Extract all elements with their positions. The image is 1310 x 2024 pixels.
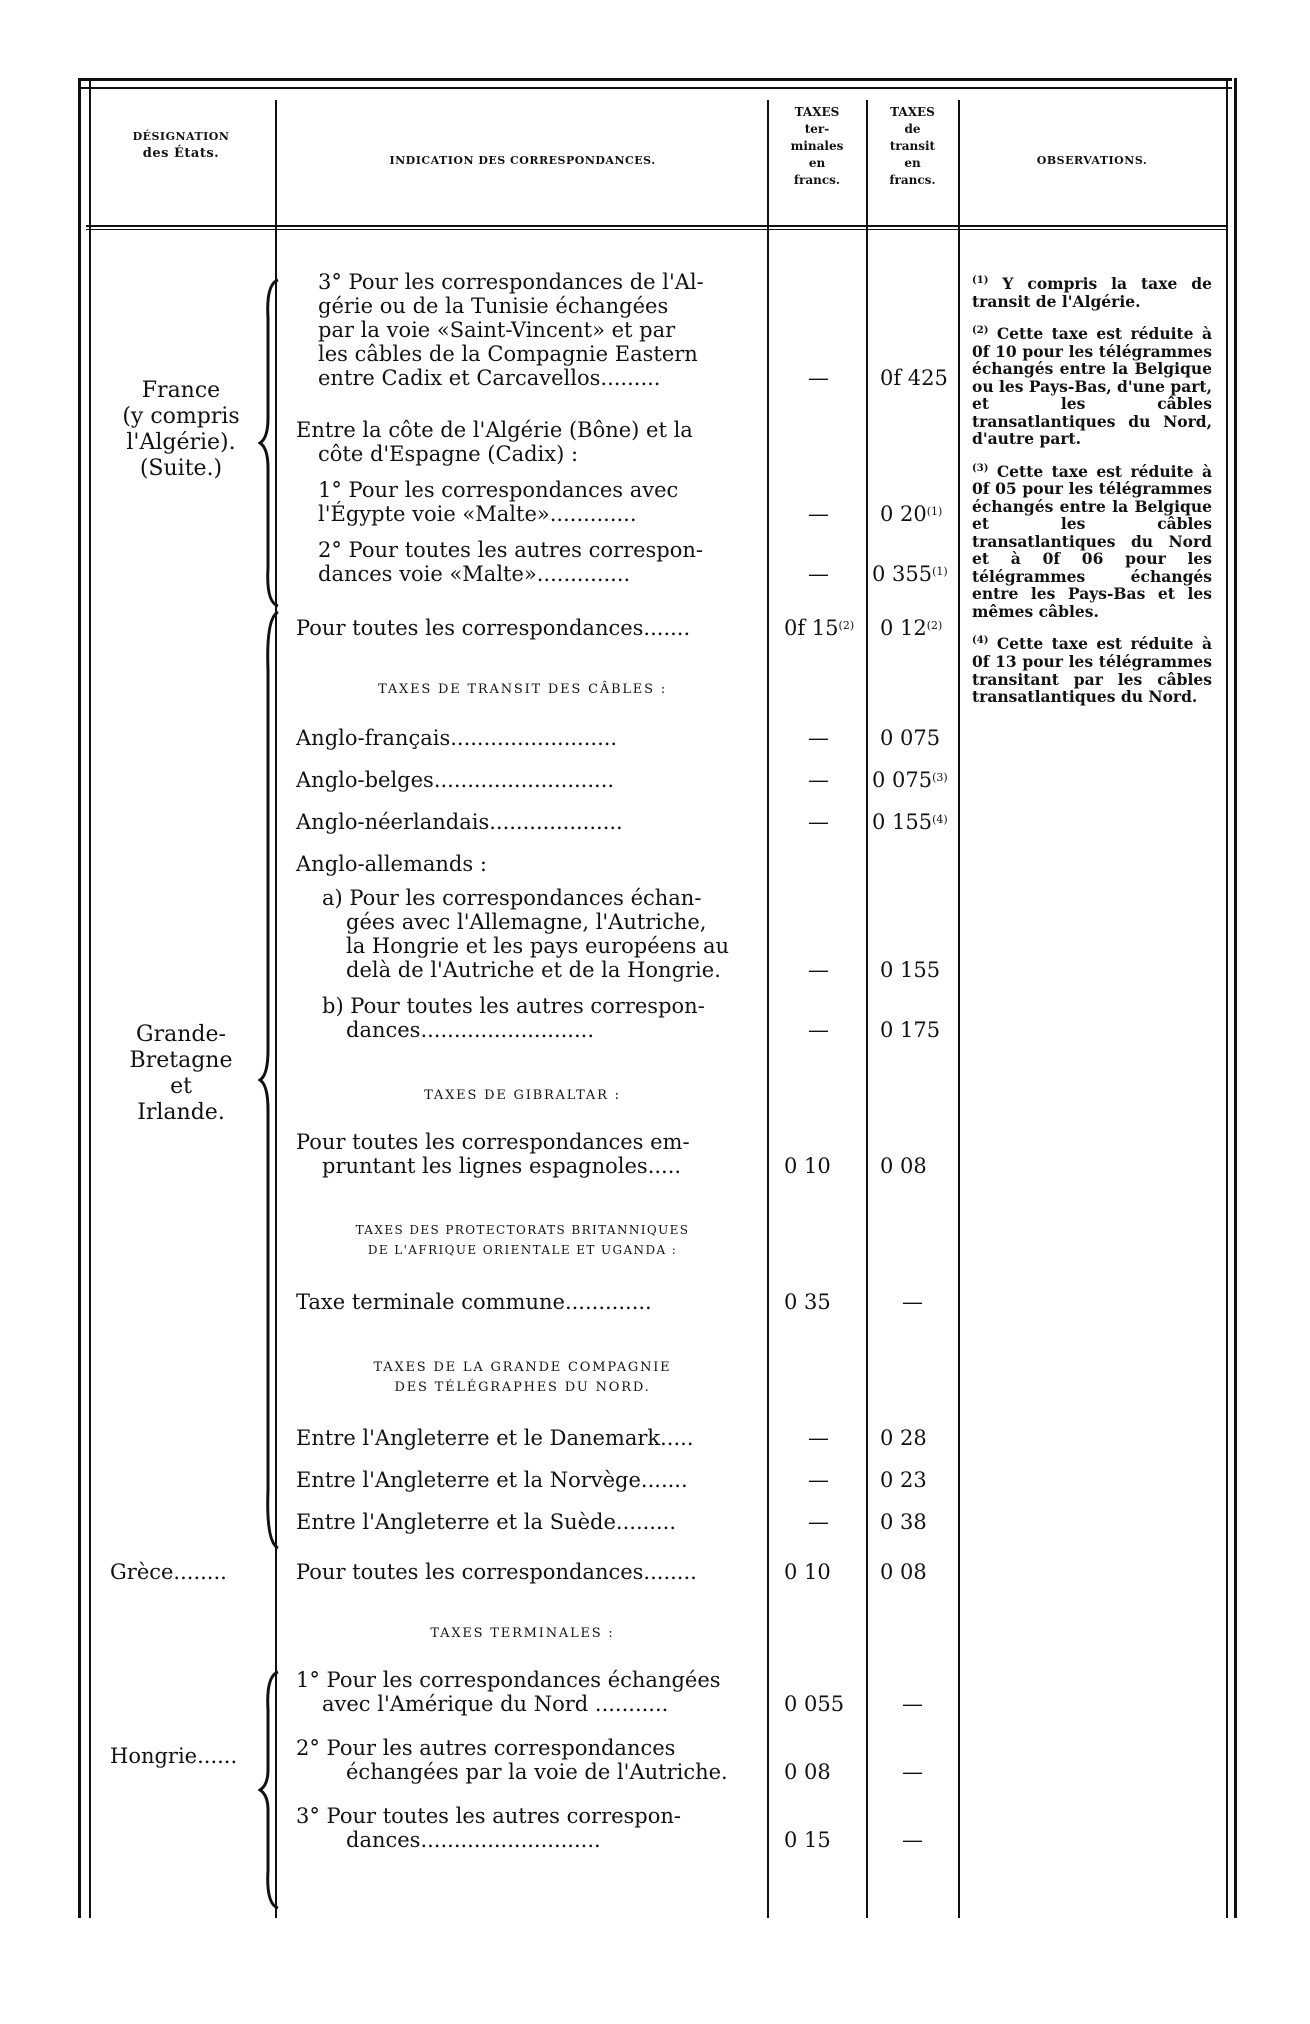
header-rule-thin — [86, 229, 1226, 230]
row5-transit-note: (2) — [926, 619, 943, 632]
section-transit-cables: TAXES DE TRANSIT DES CÂBLES : — [378, 682, 667, 697]
row5-text: Pour toutes les correspondances....... — [296, 616, 691, 640]
row6-transit: 0 075 — [880, 726, 941, 750]
section-taxes-terminales: TAXES TERMINALES : — [430, 1626, 615, 1641]
header-terminal-line2: ter- — [804, 122, 830, 136]
row1-terminal: — — [808, 366, 829, 390]
row19-transit: — — [902, 1760, 923, 1784]
header-terminal-taxes — [769, 104, 865, 189]
row10-terminal: — — [808, 958, 829, 982]
row7-transit — [872, 768, 948, 792]
column-divider-terminal — [767, 100, 769, 1918]
state-gb-line2: Bretagne — [129, 1048, 233, 1073]
row11-transit: 0 175 — [880, 1018, 941, 1042]
row20-transit: — — [902, 1828, 923, 1852]
row19-terminal: 0 08 — [784, 1760, 831, 1784]
row11-terminal: — — [808, 1018, 829, 1042]
header-designation-line2: des États. — [142, 146, 220, 161]
row4-terminal: — — [808, 562, 829, 586]
row1-transit: 0f 425 — [880, 366, 948, 390]
row14-text: Entre l'Angleterre et le Danemark..... — [296, 1426, 694, 1450]
row10-transit: 0 155 — [880, 958, 941, 982]
frame-top-border — [78, 78, 1232, 89]
section-nord-line1: TAXES DE LA GRANDE COMPAGNIE — [373, 1360, 672, 1375]
row7-transit-value: 0 075 — [872, 768, 933, 792]
section-nord-line2: DES TÉLÉGRAPHES DU NORD. — [394, 1380, 651, 1395]
note-3 — [972, 460, 1212, 621]
row6-text: Anglo-français......................... — [296, 726, 618, 750]
row16-terminal: — — [808, 1510, 829, 1534]
note-2 — [972, 322, 1212, 448]
row18-line1: 1° Pour les correspondances échangées — [296, 1668, 721, 1692]
row19-line1: 2° Pour les autres correspondances — [296, 1736, 676, 1760]
row4-transit-note: (1) — [932, 565, 948, 578]
row2-line1: Entre la côte de l'Algérie (Bône) et la — [296, 418, 693, 442]
header-terminal-line3: minales — [790, 139, 844, 153]
row9-text: Anglo-allemands : — [296, 852, 487, 876]
header-rule — [86, 225, 1226, 227]
header-designation-line1: DÉSIGNATION — [132, 130, 230, 143]
state-grece: Grèce........ — [110, 1560, 227, 1584]
header-transit-taxes — [868, 104, 957, 189]
state-france-line1: France — [141, 378, 221, 403]
row7-transit-note: (3) — [932, 771, 948, 784]
header-transit-line4: en — [904, 156, 921, 170]
frame-right-border — [1226, 78, 1237, 1918]
row18-terminal: 0 055 — [784, 1692, 845, 1716]
row4-line1: 2° Pour toutes les autres correspon- — [318, 538, 704, 562]
header-transit-line1: TAXES — [890, 105, 935, 119]
observations-notes — [972, 272, 1212, 718]
row1-line3: par la voie «Saint-Vincent» et par — [318, 318, 676, 342]
row13-terminal: 0 35 — [784, 1290, 831, 1314]
row8-transit — [872, 810, 948, 834]
state-gb-line1: Grande- — [136, 1022, 226, 1047]
row11-line2: dances.......................... — [346, 1018, 595, 1042]
row12-line1: Pour toutes les correspondances em- — [296, 1130, 690, 1154]
state-grande-bretagne — [90, 1022, 272, 1126]
row5-terminal-value: 0f 15 — [784, 616, 839, 640]
row8-transit-note: (4) — [932, 813, 948, 826]
note-4-mark: (4) — [972, 635, 989, 647]
row5-transit-value: 0 12 — [880, 616, 927, 640]
header-indication-text: INDICATION DES CORRESPONDANCES. — [389, 154, 656, 167]
row16-transit: 0 38 — [880, 1510, 927, 1534]
state-hongrie: Hongrie...... — [110, 1744, 238, 1768]
row4-transit — [872, 562, 948, 586]
note-4 — [972, 632, 1212, 705]
brace-france — [258, 278, 282, 608]
header-transit-line5: francs. — [889, 173, 936, 187]
row3-line1: 1° Pour les correspondances avec — [318, 478, 679, 502]
state-gb-line3: et — [170, 1074, 192, 1099]
header-observations — [960, 152, 1224, 169]
row12-transit: 0 08 — [880, 1154, 927, 1178]
row13-text: Taxe terminale commune............. — [296, 1290, 652, 1314]
row15-terminal: — — [808, 1468, 829, 1492]
row1-line1: 3° Pour les correspondances de l'Al- — [318, 270, 704, 294]
row6-terminal: — — [808, 726, 829, 750]
row10-line2: gées avec l'Allemagne, l'Autriche, — [346, 910, 707, 934]
row15-text: Entre l'Angleterre et la Norvège....... — [296, 1468, 688, 1492]
row3-line2: l'Égypte voie «Malte»............. — [318, 502, 637, 526]
row10-line1: a) Pour les correspondances échan- — [322, 886, 702, 910]
row3-transit — [880, 502, 942, 526]
row8-terminal: — — [808, 810, 829, 834]
row3-transit-note: (1) — [926, 505, 943, 518]
row10-line3: la Hongrie et les pays européens au — [346, 934, 730, 958]
row1-line4: les câbles de la Compagnie Eastern — [318, 342, 698, 366]
brace-hongrie — [258, 1670, 282, 1910]
row7-terminal: — — [808, 768, 829, 792]
frame-left-border — [78, 78, 91, 1918]
row4-transit-value: 0 355 — [872, 562, 933, 586]
row20-line1: 3° Pour toutes les autres correspon- — [296, 1804, 682, 1828]
row14-transit: 0 28 — [880, 1426, 927, 1450]
note-4-text: Cette taxe est réduite à 0f 13 pour les télégrammes transitant par les câbles transatlantiques du Nord. — [972, 634, 1212, 707]
row14-terminal: — — [808, 1426, 829, 1450]
column-divider-transit — [866, 100, 868, 1918]
row8-text: Anglo-néerlandais.................... — [296, 810, 623, 834]
row15-transit: 0 23 — [880, 1468, 927, 1492]
row18-transit: — — [902, 1692, 923, 1716]
header-designation — [90, 128, 272, 162]
row3-transit-value: 0 20 — [880, 502, 927, 526]
row12-line2: pruntant les lignes espagnoles..... — [322, 1154, 682, 1178]
section-gibraltar: TAXES DE GIBRALTAR : — [424, 1088, 621, 1103]
row17-transit: 0 08 — [880, 1560, 927, 1584]
row20-terminal: 0 15 — [784, 1828, 831, 1852]
note-3-mark: (3) — [972, 462, 989, 474]
state-france-line3: l'Algérie). — [126, 430, 236, 455]
row18-line2: avec l'Amérique du Nord ........... — [322, 1692, 669, 1716]
row10-line4: delà de l'Autriche et de la Hongrie. — [346, 958, 721, 982]
row5-transit — [880, 616, 942, 640]
row2-line2: côte d'Espagne (Cadix) : — [318, 442, 579, 466]
note-3-text: Cette taxe est réduite à 0f 05 pour les télégrammes échangés entre la Belgique et les câbles transatlantiques du Nord et à 0f 06 pour les télégrammes échangés entre les Pays-Bas et les mêmes câbles. — [972, 461, 1212, 621]
header-terminal-line5: francs. — [793, 173, 841, 187]
row19-line2: échangées par la voie de l'Autriche. — [346, 1760, 728, 1784]
header-terminal-line1: TAXES — [794, 105, 840, 119]
note-2-mark: (2) — [972, 325, 989, 337]
header-observations-text: OBSERVATIONS. — [1036, 154, 1148, 167]
state-france-line2: (y compris — [122, 404, 240, 429]
state-gb-line4: Irlande. — [137, 1100, 225, 1125]
header-transit-line2: de — [904, 122, 921, 136]
row5-terminal — [784, 616, 854, 640]
state-france-line4: (Suite.) — [139, 456, 223, 481]
section-protectorats-line2: DE L'AFRIQUE ORIENTALE ET UGANDA : — [367, 1243, 678, 1257]
note-1 — [972, 272, 1212, 310]
note-2-text: Cette taxe est réduite à 0f 10 pour les télégrammes échangés entre la Belgique ou les Pays-Bas, d'une part, et les câbles transatlantiques du Nord, d'autre part. — [972, 324, 1212, 449]
row4-line2: dances voie «Malte».............. — [318, 562, 631, 586]
row3-terminal: — — [808, 502, 829, 526]
header-terminal-line4: en — [808, 156, 826, 170]
column-divider-observations — [958, 100, 960, 1918]
row16-text: Entre l'Angleterre et la Suède......... — [296, 1510, 676, 1534]
row8-transit-value: 0 155 — [872, 810, 933, 834]
note-1-mark: (1) — [972, 275, 989, 286]
state-france — [90, 378, 272, 482]
header-indication — [280, 152, 765, 169]
row1-line5: entre Cadix et Carcavellos......... — [318, 366, 661, 390]
row20-line2: dances........................... — [346, 1828, 601, 1852]
section-protectorats-line1: TAXES DES PROTECTORATS BRITANNIQUES — [355, 1223, 690, 1237]
row7-text: Anglo-belges........................... — [296, 768, 615, 792]
note-1-text: Y compris la taxe de transit de l'Algérie. — [972, 274, 1212, 311]
row17-terminal: 0 10 — [784, 1560, 831, 1584]
row1-line2: gérie ou de la Tunisie échangées — [318, 294, 669, 318]
row13-transit: — — [902, 1290, 923, 1314]
row12-terminal: 0 10 — [784, 1154, 831, 1178]
row5-terminal-note: (2) — [838, 619, 855, 632]
brace-grande-bretagne — [258, 610, 282, 1550]
header-transit-line3: transit — [889, 139, 936, 153]
row17-text: Pour toutes les correspondances........ — [296, 1560, 697, 1584]
row11-line1: b) Pour toutes les autres correspon- — [322, 994, 705, 1018]
